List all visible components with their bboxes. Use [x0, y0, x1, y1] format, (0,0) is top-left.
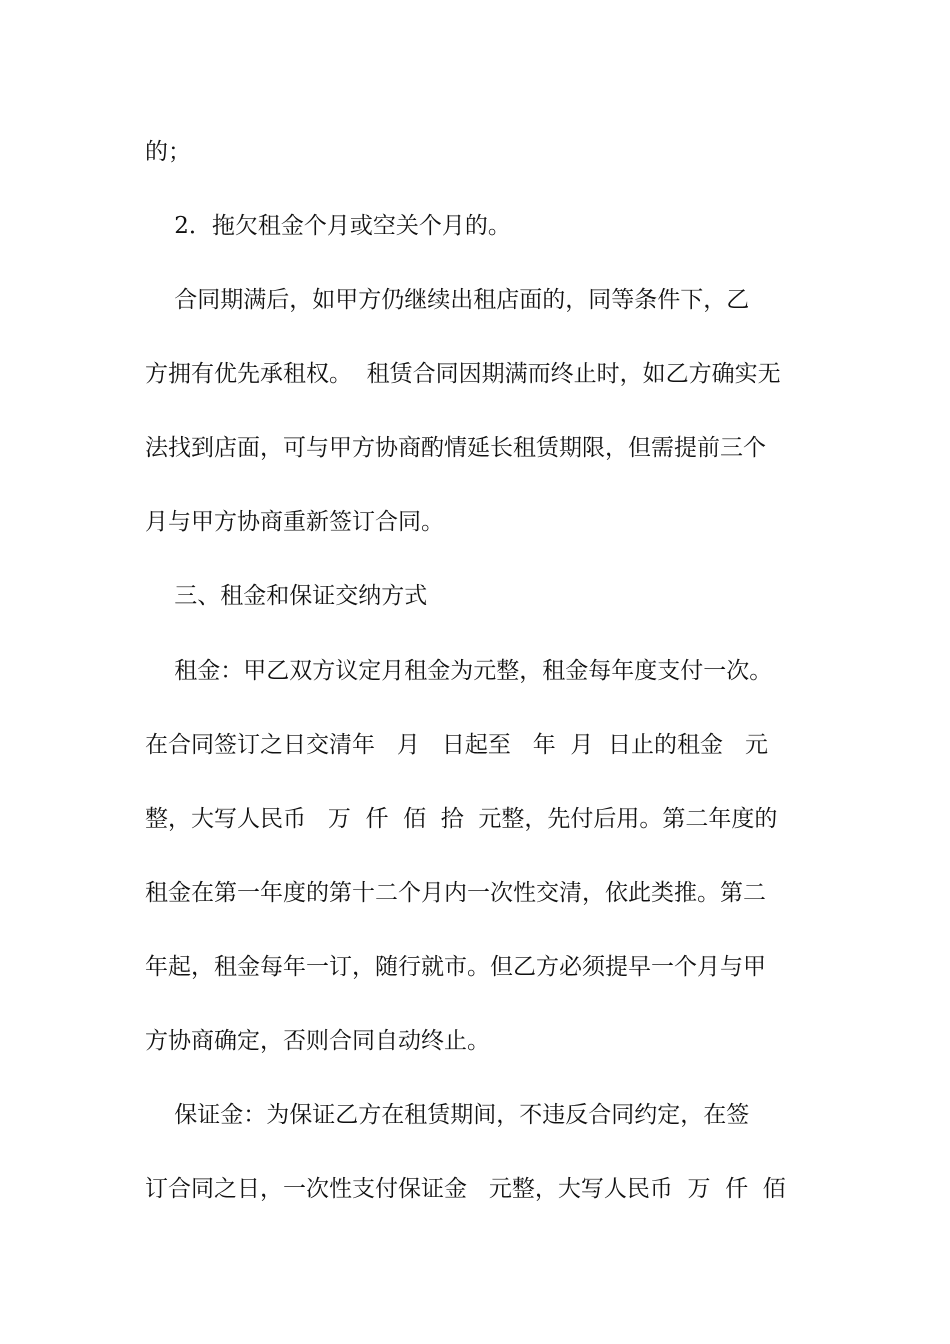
- text-line-2: 2．拖欠租金个月或空关个月的。: [145, 213, 511, 239]
- text-line-6: 月与甲方协商重新签订合同。: [145, 509, 444, 535]
- text-line-8: 租金：甲乙双方议定月租金为元整，租金每年度支付一次。: [145, 658, 773, 684]
- text-line-10: 整，大写人民币 万 仟 佰 拾 元整，先付后用。第二年度的: [145, 806, 778, 832]
- text-line-15: 订合同之日，一次性支付保证金 元整，大写人民币 万 仟 佰: [145, 1176, 786, 1202]
- section-heading: 三、租金和保证交纳方式: [145, 583, 428, 609]
- text-line-4: 方拥有优先承租权。 租赁合同因期满而终止时，如乙方确实无: [145, 361, 781, 387]
- text-line-12: 年起，租金每年一订，随行就市。但乙方必须提早一个月与甲: [145, 954, 766, 980]
- text-line-3: 合同期满后，如甲方仍继续出租店面的，同等条件下，乙: [145, 287, 750, 313]
- text-line-1: 的；: [145, 139, 191, 165]
- text-line-14: 保证金：为保证乙方在租赁期间，不违反合同约定，在签: [145, 1102, 750, 1128]
- text-line-11: 租金在第一年度的第十二个月内一次性交清，依此类推。第二: [145, 880, 766, 906]
- text-line-5: 法找到店面，可与甲方协商酌情延长租赁期限，但需提前三个: [145, 435, 766, 461]
- text-line-13: 方协商确定，否则合同自动终止。: [145, 1028, 490, 1054]
- text-line-9: 在合同签订之日交清年 月 日起至 年 月 日止的租金 元: [145, 732, 768, 758]
